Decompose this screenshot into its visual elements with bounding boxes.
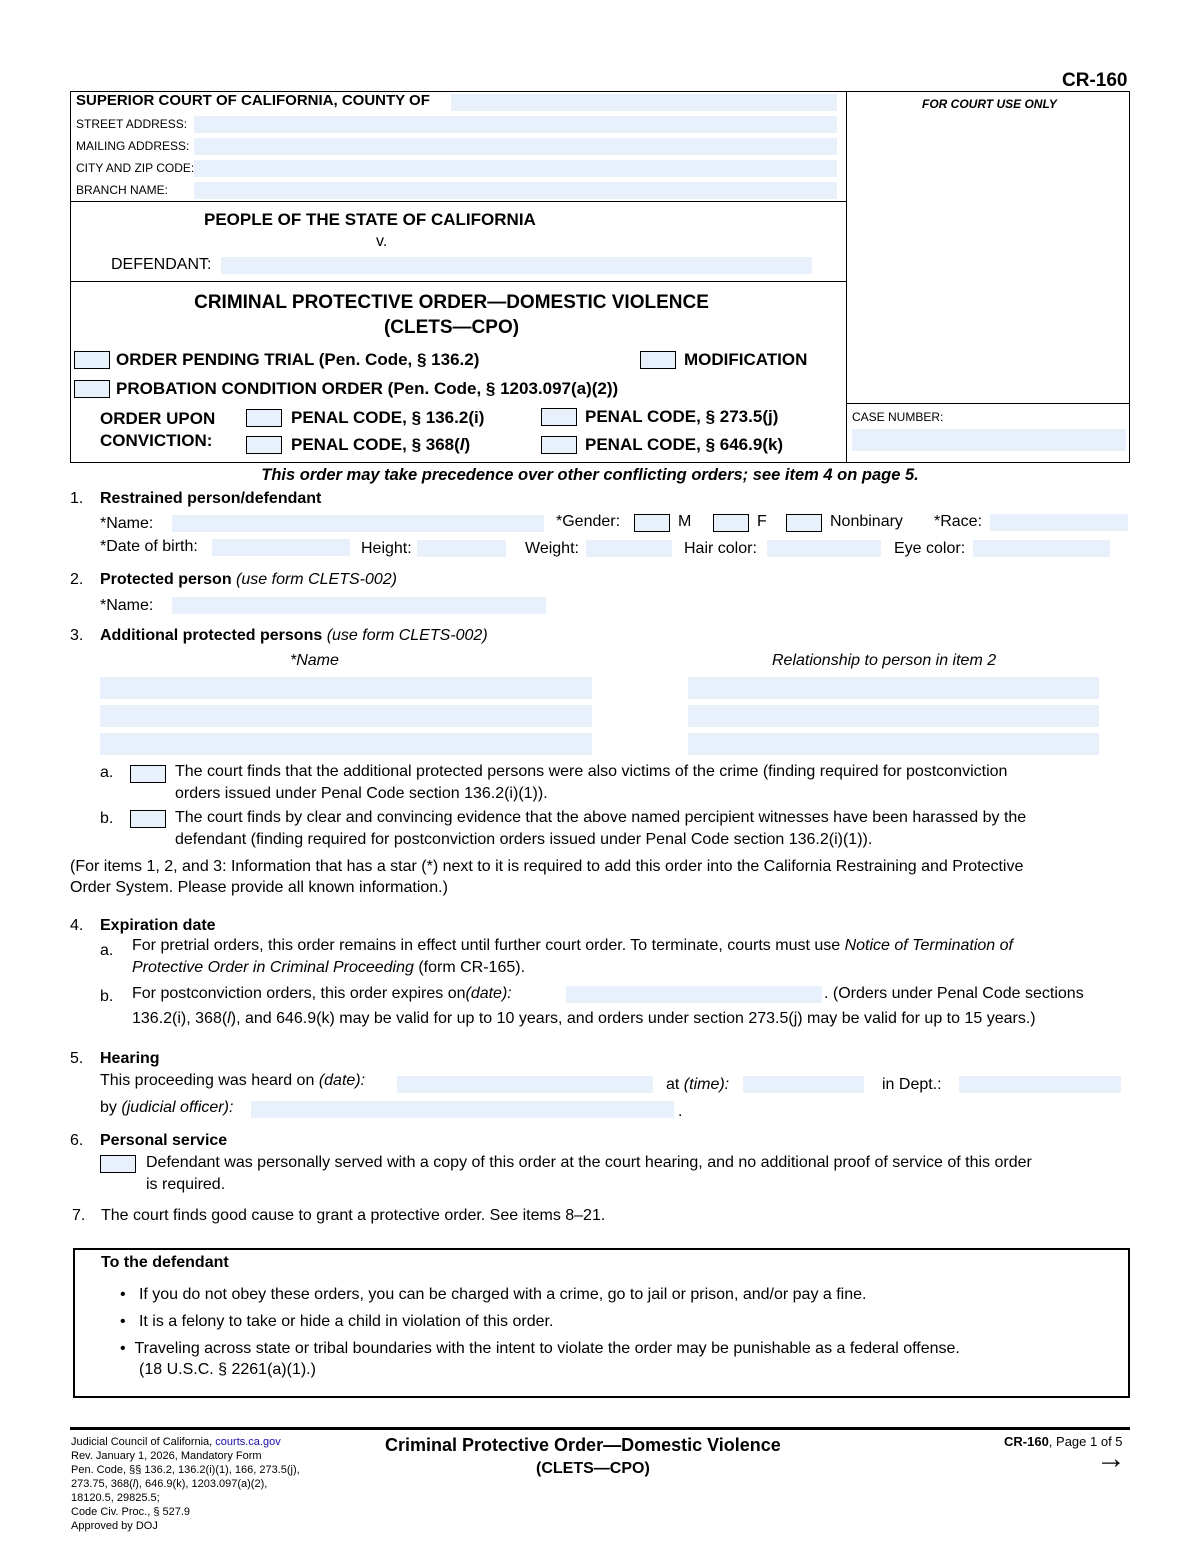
street-address-field[interactable]: [194, 116, 837, 133]
item3b-line2: defendant (finding required for postconviction orders issued under Penal Code section 136.2(i)(1)).: [175, 831, 873, 848]
form-number: CR-160: [1062, 70, 1128, 91]
defendant-field[interactable]: [221, 257, 812, 274]
item3-title: Additional protected persons (use form CLETS-002): [100, 627, 488, 644]
item4a-line1: For pretrial orders, this order remains in effect until further court order. To terminate, courts must use Notice of Termination of: [132, 937, 1013, 954]
item4b-letter: b.: [100, 988, 114, 1005]
officer-period: .: [678, 1103, 683, 1120]
dept-label: in Dept.:: [882, 1076, 942, 1093]
personal-service-checkbox[interactable]: [100, 1155, 136, 1173]
item3-number: 3.: [70, 627, 84, 644]
footer-title-line2: (CLETS—CPO): [536, 1460, 650, 1477]
item2-title: Protected person (use form CLETS-002): [100, 571, 397, 588]
footer-title-line1: Criminal Protective Order—Domestic Violence: [385, 1435, 781, 1455]
item7-number: 7.: [72, 1207, 86, 1224]
weight-label: Weight:: [525, 540, 579, 557]
people-title: PEOPLE OF THE STATE OF CALIFORNIA: [204, 210, 536, 229]
order-pending-checkbox[interactable]: [74, 351, 110, 369]
conviction-label: CONVICTION:: [100, 431, 213, 450]
relationship-field-1[interactable]: [688, 677, 1099, 699]
bullet-1: • If you do not obey these orders, you can be charged with a crime, go to jail or prison, and/or pay a fine.: [120, 1286, 867, 1303]
race-field[interactable]: [990, 514, 1128, 531]
col-name-header: *Name: [290, 652, 339, 669]
pc-273-label: PENAL CODE, § 273.5(j): [585, 407, 779, 426]
hearing-time-field[interactable]: [743, 1076, 864, 1093]
courts-link[interactable]: courts.ca.gov: [215, 1436, 281, 1448]
gender-nonbinary-checkbox[interactable]: [786, 514, 822, 532]
city-zip-field[interactable]: [194, 160, 837, 177]
hearing-time-label: at (time):: [666, 1076, 730, 1093]
modification-label: MODIFICATION: [684, 350, 808, 369]
hearing-date-label: This proceeding was heard on (date):: [100, 1072, 366, 1089]
pc-136-checkbox[interactable]: [246, 409, 282, 427]
gender-label: *Gender:: [556, 513, 621, 530]
item1-name-label: *Name:: [100, 515, 154, 532]
item3b-checkbox[interactable]: [130, 810, 166, 828]
item6-title: Personal service: [100, 1132, 228, 1149]
next-page-arrow-icon[interactable]: →: [1096, 1442, 1126, 1475]
probation-checkbox[interactable]: [74, 380, 110, 398]
restrained-name-field[interactable]: [172, 515, 544, 532]
item4b-line1-pre: For postconviction orders, this order expires on(date):: [132, 985, 512, 1002]
item5-title: Hearing: [100, 1050, 160, 1067]
item3b-letter: b.: [100, 810, 114, 827]
height-field[interactable]: [417, 540, 506, 557]
item6-line2: is required.: [146, 1176, 226, 1193]
bullet-3-line2: (18 U.S.C. § 2261(a)(1).): [139, 1361, 316, 1378]
hair-color-field[interactable]: [767, 540, 881, 557]
item6-number: 6.: [70, 1132, 84, 1149]
gender-f-checkbox[interactable]: [713, 514, 749, 532]
item3a-letter: a.: [100, 764, 114, 781]
gender-m-label: M: [678, 513, 692, 530]
item3b-line1: The court finds by clear and convincing evidence that the above named percipient witnesses have been harassed by the: [175, 809, 1027, 826]
relationship-field-2[interactable]: [688, 705, 1099, 727]
item2-number: 2.: [70, 571, 84, 588]
street-address-label: STREET ADDRESS:: [76, 117, 188, 131]
item3a-checkbox[interactable]: [130, 765, 166, 783]
eye-color-label: Eye color:: [894, 540, 966, 557]
versus: v.: [376, 233, 388, 250]
footer-page-number: CR-160, Page 1 of 5: [1004, 1434, 1123, 1449]
additional-name-field-3[interactable]: [100, 733, 592, 755]
court-label: SUPERIOR COURT OF CALIFORNIA, COUNTY OF: [76, 92, 430, 109]
branch-name-label: BRANCH NAME:: [76, 183, 169, 197]
footer-citations: Judicial Council of California, courts.ca.gov Rev. January 1, 2026, Mandatory Form Pen. Code, §§ 136.2, 136.2(i)(1), 166, 273.5(j), 273.75, 368(l), 646.9(k), 1203.097(a)(2), 18120.5, 29825.5; Code Civ. Proc., § 527.9 Approved by DOJ: [71, 1436, 300, 1532]
item4b-line1-post: . (Orders under Penal Code sections: [824, 985, 1084, 1002]
pc-646-label: PENAL CODE, § 646.9(k): [585, 435, 784, 454]
precedence-note: This order may take precedence over other conflicting orders; see item 4 on page 5.: [261, 466, 919, 484]
height-label: Height:: [361, 540, 412, 557]
case-number-field[interactable]: [852, 429, 1126, 451]
dob-field[interactable]: [212, 539, 350, 556]
bullet-2: • It is a felony to take or hide a child in violation of this order.: [120, 1313, 554, 1330]
hearing-date-field[interactable]: [397, 1076, 653, 1093]
form-title-line1: CRIMINAL PROTECTIVE ORDER—DOMESTIC VIOLENCE: [194, 292, 709, 313]
warning-title: To the defendant: [101, 1254, 229, 1271]
item4b-line2: 136.2(i), 368(l), and 646.9(k) may be valid for up to 10 years, and orders under section 273.5(j) may be valid for up to 15 years.): [132, 1010, 1036, 1027]
item1-title: Restrained person/defendant: [100, 490, 322, 507]
additional-name-field-1[interactable]: [100, 677, 592, 699]
item1-number: 1.: [70, 490, 84, 507]
hair-color-label: Hair color:: [684, 540, 757, 557]
item6-line1: Defendant was personally served with a copy of this order at the court hearing, and no additional proof of service of this order: [146, 1154, 1032, 1171]
mailing-address-field[interactable]: [194, 138, 837, 155]
judicial-officer-field[interactable]: [251, 1101, 674, 1118]
item3a-line2: orders issued under Penal Code section 136.2(i)(1)).: [175, 785, 548, 802]
protected-name-field[interactable]: [172, 597, 546, 614]
weight-field[interactable]: [586, 540, 672, 557]
item3a-line1: The court finds that the additional protected persons were also victims of the crime (finding required for postconviction: [175, 763, 1008, 780]
gender-m-checkbox[interactable]: [634, 514, 670, 532]
race-label: *Race:: [934, 513, 983, 530]
defendant-label: DEFENDANT:: [111, 256, 212, 273]
pc-646-checkbox[interactable]: [541, 436, 577, 454]
modification-checkbox[interactable]: [640, 351, 676, 369]
pc-273-checkbox[interactable]: [541, 408, 577, 426]
star-note-line2: Order System. Please provide all known information.): [70, 879, 448, 896]
star-note-line1: (For items 1, 2, and 3: Information that has a star (*) next to it is required to add this order into the California Restraining and Protective: [70, 858, 1024, 875]
eye-color-field[interactable]: [973, 540, 1110, 557]
court-use-only: FOR COURT USE ONLY: [922, 97, 1057, 111]
case-number-label: CASE NUMBER:: [852, 410, 944, 424]
gender-nonbinary-label: Nonbinary: [830, 513, 903, 530]
pc-368-label: PENAL CODE, § 368(l): [291, 435, 471, 454]
item4a-line2: Protective Order in Criminal Proceeding (form CR-165).: [132, 959, 526, 976]
expiration-date-field[interactable]: [566, 986, 822, 1003]
pc-368-checkbox[interactable]: [246, 436, 282, 454]
pc-136-label: PENAL CODE, § 136.2(i): [291, 408, 485, 427]
order-pending-label: ORDER PENDING TRIAL (Pen. Code, § 136.2): [116, 350, 480, 369]
branch-name-field[interactable]: [194, 182, 837, 199]
form-title-line2: (CLETS—CPO): [383, 317, 520, 338]
officer-label: by (judicial officer):: [100, 1099, 234, 1116]
mailing-address-label: MAILING ADDRESS:: [76, 139, 190, 153]
col-relationship-header: Relationship to person in item 2: [772, 652, 997, 669]
item4-title: Expiration date: [100, 917, 216, 934]
order-upon-label: ORDER UPON: [100, 409, 216, 428]
gender-f-label: F: [757, 513, 767, 530]
dob-label: *Date of birth:: [100, 538, 198, 555]
item4-number: 4.: [70, 917, 84, 934]
item2-name-label: *Name:: [100, 597, 154, 614]
county-field[interactable]: [451, 94, 837, 111]
item7-text: The court finds good cause to grant a protective order. See items 8–21.: [101, 1207, 606, 1224]
bullet-3: • Traveling across state or tribal boundaries with the intent to violate the order may be punishable as a federal offense.: [120, 1340, 960, 1357]
city-zip-label: CITY AND ZIP CODE:: [76, 161, 195, 175]
probation-label: PROBATION CONDITION ORDER (Pen. Code, § 1203.097(a)(2)): [116, 379, 619, 398]
relationship-field-3[interactable]: [688, 733, 1099, 755]
dept-field[interactable]: [959, 1076, 1121, 1093]
item5-number: 5.: [70, 1050, 84, 1067]
additional-name-field-2[interactable]: [100, 705, 592, 727]
item4a-letter: a.: [100, 942, 114, 959]
